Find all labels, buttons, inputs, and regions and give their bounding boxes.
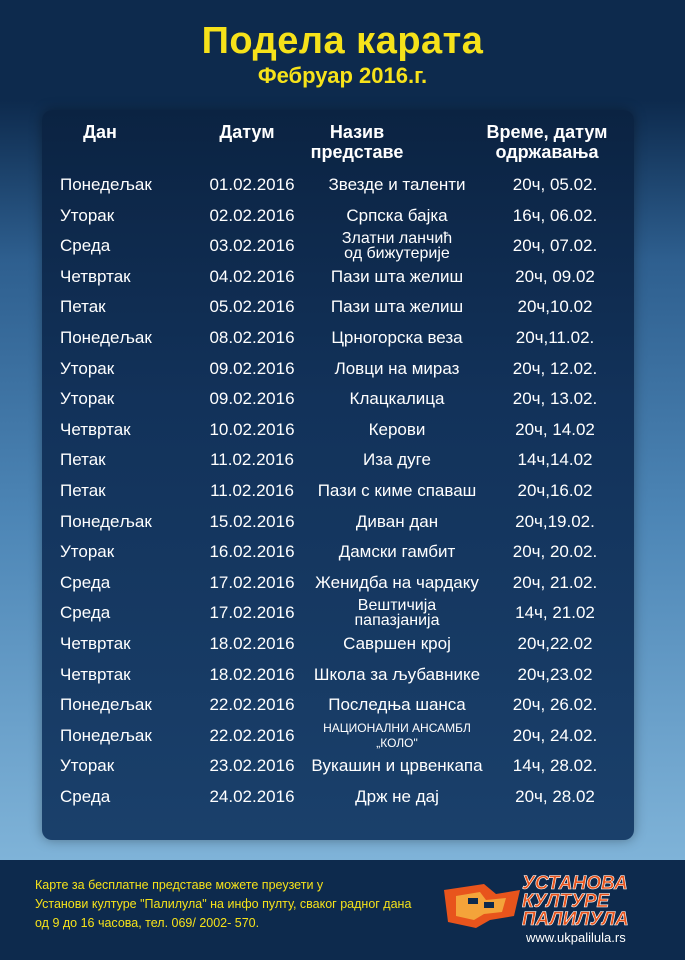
cell-title: Дамски гамбит bbox=[338, 542, 456, 562]
cell-when: 20ч, 20.02. bbox=[512, 542, 598, 562]
table-row bbox=[42, 292, 634, 322]
cell-day: Четвртак bbox=[60, 419, 131, 439]
table-row bbox=[42, 231, 634, 261]
header-band bbox=[0, 0, 685, 100]
cell-title bbox=[302, 231, 492, 261]
cell-date: 15.02.2016 bbox=[209, 511, 295, 531]
cell-date: 09.02.2016 bbox=[209, 389, 295, 409]
column-header-day: Дан bbox=[83, 122, 117, 142]
cell-when: 20ч, 28.02 bbox=[515, 787, 595, 806]
cell-title: Пази шта желиш bbox=[330, 297, 464, 317]
footer-band bbox=[0, 860, 685, 960]
institution-logo bbox=[440, 868, 680, 954]
table-row bbox=[42, 262, 634, 292]
cell-date: 03.02.2016 bbox=[209, 236, 295, 256]
table-row bbox=[42, 445, 634, 475]
cell-when: 20ч, 26.02. bbox=[512, 695, 598, 715]
cell-title bbox=[302, 598, 492, 628]
cell-title: Вукашин и црвенкапа bbox=[311, 756, 483, 776]
table-row bbox=[42, 690, 634, 720]
cell-title: Диван дан bbox=[355, 511, 439, 531]
page-title: Подела карата bbox=[201, 20, 484, 62]
column-header-title bbox=[297, 122, 417, 162]
footer-line: Карте за бесплатне представе можете преузети у bbox=[35, 878, 324, 892]
cell-date: 17.02.2016 bbox=[209, 603, 295, 623]
cell-day: Уторак bbox=[60, 542, 115, 562]
cell-when: 20ч, 07.02. bbox=[512, 236, 598, 256]
cell-when: 20ч, 14.02 bbox=[515, 419, 595, 439]
cell-when: 20ч,16.02 bbox=[517, 481, 593, 500]
cell-day: Понедељак bbox=[60, 511, 152, 531]
cell-when: 20ч, 05.02. bbox=[512, 175, 598, 194]
website-link[interactable]: www.ukpalilula.rs bbox=[526, 930, 626, 945]
table-row bbox=[42, 384, 634, 414]
cell-day: Уторак bbox=[60, 389, 115, 409]
table-row bbox=[42, 629, 634, 659]
cell-date: 04.02.2016 bbox=[209, 266, 295, 286]
column-header-when-line1: Време, датум bbox=[486, 122, 608, 142]
cell-date: 02.02.2016 bbox=[209, 205, 295, 225]
table-row bbox=[42, 751, 634, 781]
cell-day: Среда bbox=[60, 603, 111, 623]
cell-title: Звезде и таленти bbox=[328, 175, 466, 194]
cell-day: Уторак bbox=[60, 756, 115, 776]
cell-date: 18.02.2016 bbox=[209, 664, 295, 684]
cell-when: 20ч,23.02 bbox=[517, 664, 593, 684]
cell-when: 20ч, 13.02. bbox=[512, 389, 598, 409]
table-row bbox=[42, 323, 634, 353]
cell-date: 09.02.2016 bbox=[209, 358, 295, 378]
cell-when: 20ч, 24.02. bbox=[512, 725, 598, 745]
cell-title-line1: Вештичија bbox=[357, 597, 437, 615]
cell-title-line2: од бижутерије bbox=[344, 245, 450, 263]
cell-date: 11.02.2016 bbox=[210, 481, 294, 500]
table-row bbox=[42, 537, 634, 567]
cell-date: 16.02.2016 bbox=[209, 542, 295, 562]
schedule-table bbox=[42, 110, 634, 840]
cell-title-line1: НАЦИОНАЛНИ АНСАМБЛ bbox=[323, 720, 471, 735]
cell-date: 17.02.2016 bbox=[209, 572, 295, 592]
table-row bbox=[42, 415, 634, 445]
table-row bbox=[42, 782, 634, 812]
footer-line: од 9 до 16 часова, тел. 069/ 2002- 570. bbox=[35, 916, 260, 930]
cell-date: 23.02.2016 bbox=[209, 756, 295, 776]
cell-day: Петак bbox=[60, 481, 106, 500]
cell-title: Савршен крој bbox=[343, 634, 451, 653]
cell-day: Четвртак bbox=[60, 664, 131, 684]
cell-day: Четвртак bbox=[60, 266, 131, 286]
cell-date: 22.02.2016 bbox=[209, 725, 295, 745]
cell-day: Среда bbox=[60, 236, 111, 256]
table-row bbox=[42, 170, 634, 200]
footer-info-text bbox=[35, 876, 425, 933]
table-row bbox=[42, 568, 634, 598]
cell-day: Понедељак bbox=[60, 725, 152, 745]
cell-title: Клацкалица bbox=[349, 389, 445, 409]
cell-title-line2: папазјанија bbox=[354, 612, 440, 630]
table-row bbox=[42, 476, 634, 506]
table-row bbox=[42, 201, 634, 231]
cell-when: 20ч, 21.02. bbox=[512, 572, 598, 592]
cell-date: 24.02.2016 bbox=[209, 787, 295, 806]
cell-date: 05.02.2016 bbox=[209, 297, 295, 317]
cell-title-line2: „КОЛО" bbox=[376, 735, 418, 750]
logo-text-line1: УСТАНОВА bbox=[522, 873, 628, 894]
cell-day: Уторак bbox=[60, 358, 115, 378]
cell-title: Последња шанса bbox=[328, 695, 466, 715]
cell-day: Среда bbox=[60, 572, 111, 592]
cell-title: Држ не дај bbox=[355, 787, 439, 806]
cell-when: 20ч,22.02 bbox=[517, 634, 593, 653]
theater-mark-icon bbox=[440, 876, 522, 932]
table-row bbox=[42, 507, 634, 537]
cell-title bbox=[302, 721, 492, 751]
column-header-title-line2: представе bbox=[310, 142, 404, 162]
page-subtitle: Фебруар 2016.г. bbox=[257, 63, 428, 88]
cell-date: 10.02.2016 bbox=[209, 419, 295, 439]
table-row bbox=[42, 598, 634, 628]
table-row bbox=[42, 354, 634, 384]
cell-title: Пази с киме спаваш bbox=[317, 481, 477, 500]
cell-title: Пази шта желиш bbox=[330, 266, 464, 286]
cell-when: 20ч,10.02 bbox=[517, 297, 593, 317]
cell-when: 20ч, 12.02. bbox=[512, 358, 598, 378]
cell-when: 14ч, 21.02 bbox=[515, 603, 595, 623]
cell-date: 11.02.2016 bbox=[210, 450, 294, 470]
column-header-when bbox=[472, 122, 622, 162]
logo-text-line2: КУЛТУРЕ bbox=[522, 891, 610, 912]
cell-day: Уторак bbox=[60, 205, 115, 225]
cell-title: Керови bbox=[368, 419, 426, 439]
cell-title: Школа за љубавнике bbox=[313, 664, 481, 684]
column-header-date: Датум bbox=[219, 122, 275, 142]
cell-day: Среда bbox=[60, 787, 111, 806]
cell-day: Четвртак bbox=[60, 634, 131, 653]
cell-title: Ловци на мираз bbox=[334, 358, 460, 378]
cell-when: 20ч, 09.02 bbox=[515, 266, 595, 286]
cell-day: Петак bbox=[60, 297, 106, 317]
cell-when: 20ч,11.02. bbox=[515, 328, 595, 347]
footer-line: Установи културе "Палилула" на инфо пулту, сваког радног дана bbox=[35, 897, 412, 911]
cell-title: Иза дуге bbox=[363, 450, 431, 470]
cell-when: 14ч, 28.02. bbox=[512, 756, 598, 776]
cell-when: 20ч,19.02. bbox=[515, 511, 595, 531]
cell-when: 16ч, 06.02. bbox=[512, 205, 598, 225]
cell-when: 14ч,14.02 bbox=[517, 450, 593, 470]
cell-day: Петак bbox=[60, 450, 106, 470]
cell-date: 22.02.2016 bbox=[209, 695, 295, 715]
table-row bbox=[42, 660, 634, 690]
cell-date: 08.02.2016 bbox=[209, 328, 295, 347]
table-row bbox=[42, 721, 634, 751]
cell-title-line1: Златни ланчић bbox=[341, 230, 453, 248]
cell-title: Црногорска веза bbox=[331, 328, 463, 347]
cell-day: Понедељак bbox=[60, 175, 152, 194]
cell-date: 18.02.2016 bbox=[209, 634, 295, 653]
column-header-when-line2: одржавања bbox=[495, 142, 599, 162]
cell-title: Женидба на чардаку bbox=[315, 572, 479, 592]
cell-day: Понедељак bbox=[60, 328, 152, 347]
cell-title: Српска бајка bbox=[346, 205, 448, 225]
logo-text-line3: ПАЛИЛУЛА bbox=[522, 909, 629, 930]
column-header-title-line1: Назив bbox=[329, 122, 385, 142]
cell-day: Понедељак bbox=[60, 695, 152, 715]
cell-date: 01.02.2016 bbox=[209, 175, 295, 194]
